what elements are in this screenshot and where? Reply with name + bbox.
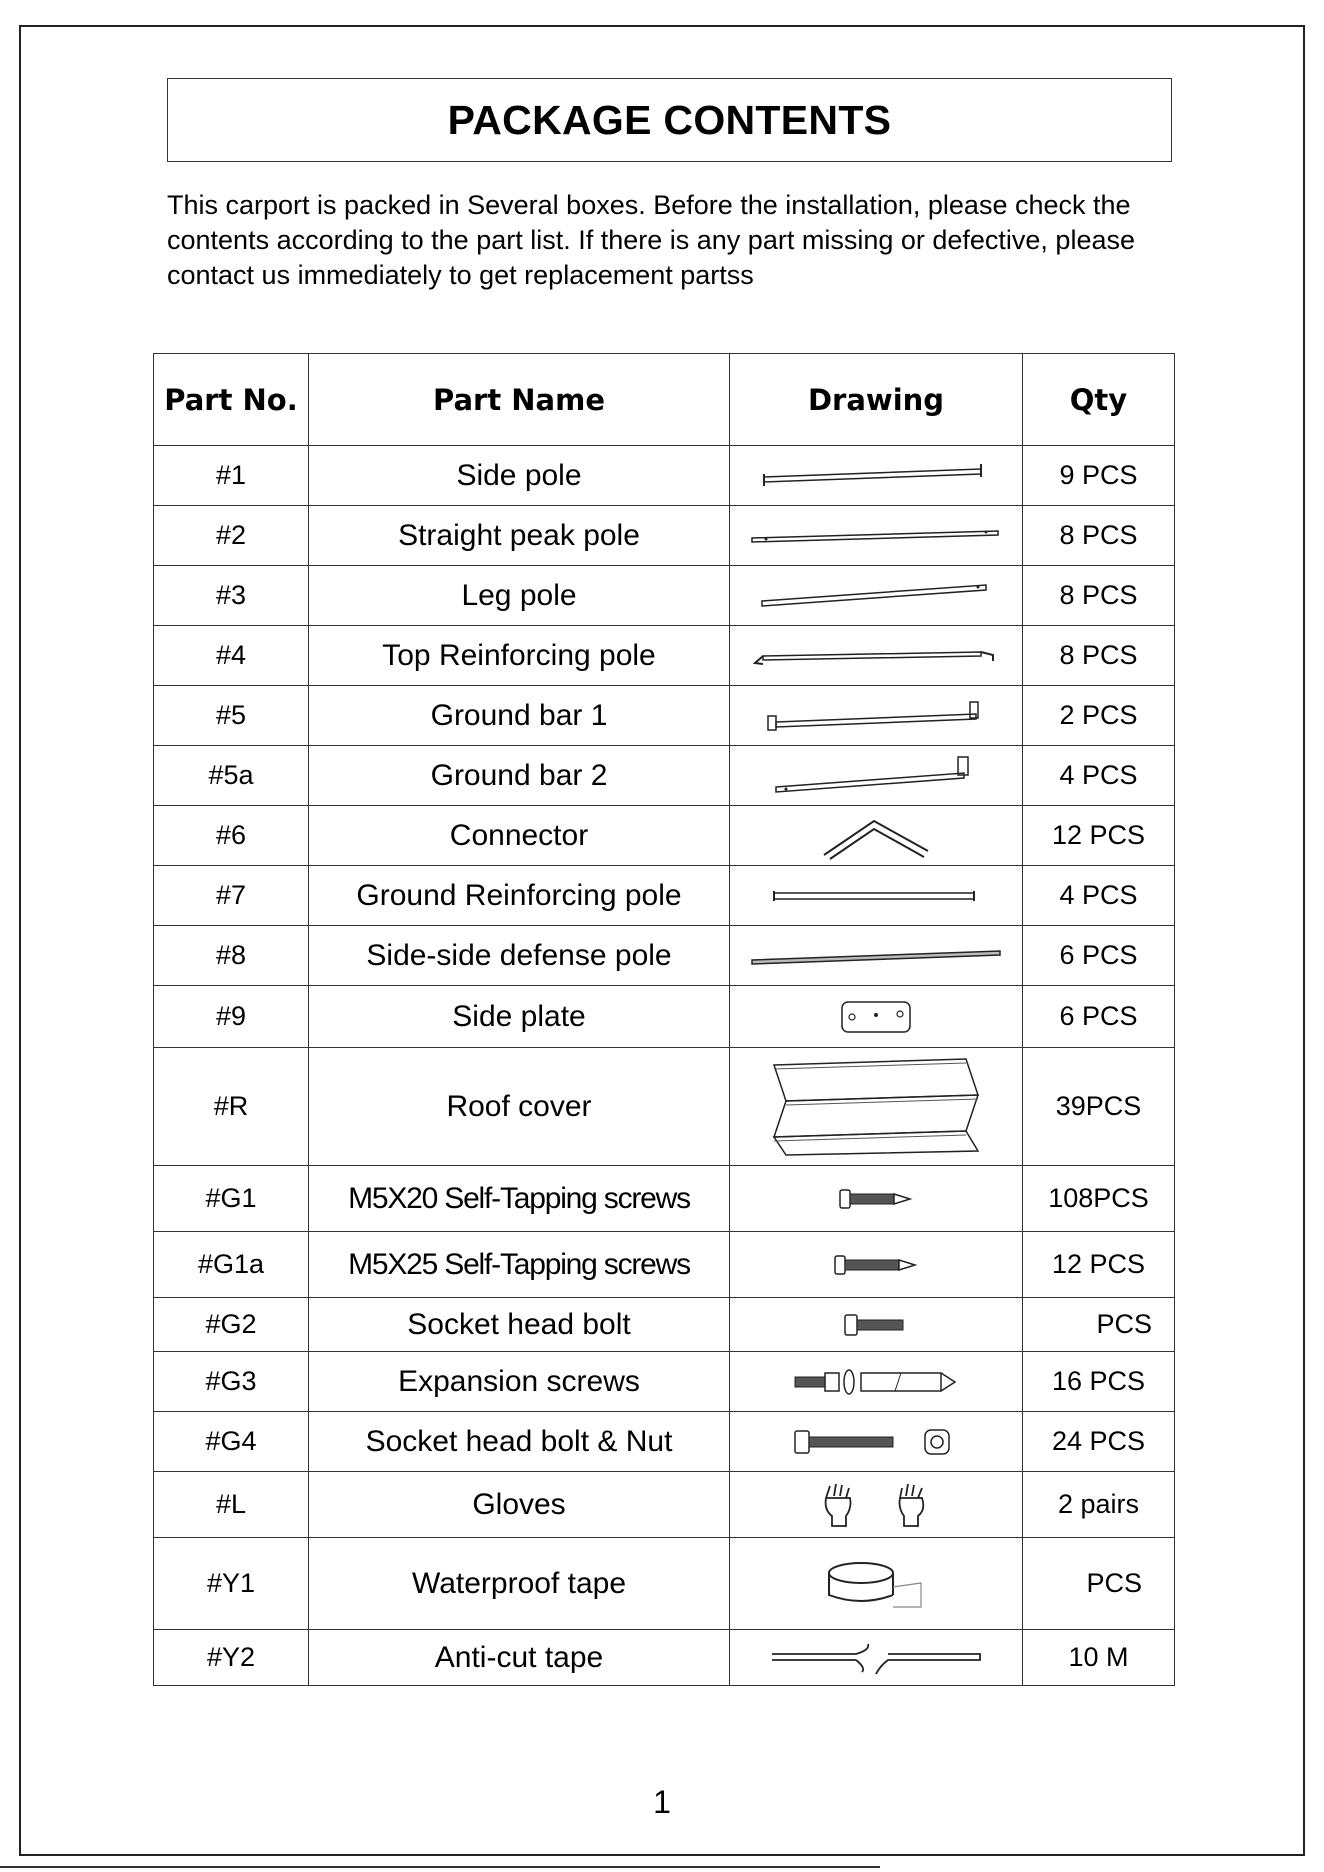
part-qty: 16 PCS bbox=[1023, 1352, 1175, 1412]
roof-cover-drawing bbox=[730, 1048, 1023, 1166]
part-name: Expansion screws bbox=[309, 1352, 730, 1412]
part-qty: 6 PCS bbox=[1023, 926, 1175, 986]
part-name: Waterproof tape bbox=[309, 1538, 730, 1630]
part-no: #9 bbox=[154, 986, 309, 1048]
table-row bbox=[154, 806, 1175, 866]
table-row bbox=[154, 1166, 1175, 1232]
part-no: #Y1 bbox=[154, 1538, 309, 1630]
part-no: #G1a bbox=[154, 1232, 309, 1298]
table-row bbox=[154, 1630, 1175, 1686]
part-no: #2 bbox=[154, 506, 309, 566]
part-qty: 4 PCS bbox=[1023, 866, 1175, 926]
part-name: Straight peak pole bbox=[309, 506, 730, 566]
table-header-row bbox=[154, 354, 1175, 446]
page-title: PACKAGE CONTENTS bbox=[447, 96, 892, 143]
gloves-drawing bbox=[730, 1472, 1023, 1538]
ground-bar-2-drawing bbox=[730, 746, 1023, 806]
part-no: #4 bbox=[154, 626, 309, 686]
self-tapping-screw-long-drawing bbox=[730, 1232, 1023, 1298]
part-qty: 8 PCS bbox=[1023, 626, 1175, 686]
expansion-screw-drawing bbox=[730, 1352, 1023, 1412]
page-number: 1 bbox=[653, 1784, 671, 1820]
table-row bbox=[154, 1298, 1175, 1352]
connector-drawing bbox=[730, 806, 1023, 866]
self-tapping-screw-drawing bbox=[730, 1166, 1023, 1232]
leg-pole-drawing bbox=[730, 566, 1023, 626]
part-name: Ground Reinforcing pole bbox=[309, 866, 730, 926]
anti-cut-tape-drawing bbox=[730, 1630, 1023, 1686]
part-no: #5a bbox=[154, 746, 309, 806]
side-defense-pole-drawing bbox=[730, 926, 1023, 986]
ground-reinforcing-pole-drawing bbox=[730, 866, 1023, 926]
part-name: Gloves bbox=[309, 1472, 730, 1538]
intro-paragraph: This carport is packed in Several boxes. Before the installation, please check the contents according to the part list. If there is any part missing or defective, please contact us immediately to get replacement partss bbox=[167, 190, 1135, 290]
part-qty: 2 pairs bbox=[1023, 1472, 1175, 1538]
part-qty: 10 M bbox=[1023, 1630, 1175, 1686]
ground-bar-1-drawing bbox=[730, 686, 1023, 746]
part-name: Anti-cut tape bbox=[309, 1630, 730, 1686]
part-name: Side pole bbox=[309, 446, 730, 506]
table-row bbox=[154, 1412, 1175, 1472]
straight-peak-pole-drawing bbox=[730, 506, 1023, 566]
part-qty: 108PCS bbox=[1023, 1166, 1175, 1232]
table-row bbox=[154, 686, 1175, 746]
table-row bbox=[154, 566, 1175, 626]
part-no: #G1 bbox=[154, 1166, 309, 1232]
part-no: #G2 bbox=[154, 1298, 309, 1352]
column-header-qty: Qty bbox=[1023, 354, 1175, 446]
side-pole-drawing bbox=[730, 446, 1023, 506]
part-no: #7 bbox=[154, 866, 309, 926]
bolt-and-nut-drawing bbox=[730, 1412, 1023, 1472]
part-qty: 4 PCS bbox=[1023, 746, 1175, 806]
part-no: #G3 bbox=[154, 1352, 309, 1412]
part-name: Leg pole bbox=[309, 566, 730, 626]
table-row bbox=[154, 1538, 1175, 1630]
part-name: Socket head bolt & Nut bbox=[309, 1412, 730, 1472]
part-no: #R bbox=[154, 1048, 309, 1166]
top-reinforcing-pole-drawing bbox=[730, 626, 1023, 686]
waterproof-tape-drawing bbox=[730, 1538, 1023, 1630]
part-no: #6 bbox=[154, 806, 309, 866]
part-name: M5X20 Self-Tapping screws bbox=[309, 1166, 730, 1232]
title-box bbox=[167, 78, 1172, 162]
part-no: #1 bbox=[154, 446, 309, 506]
part-qty: 8 PCS bbox=[1023, 506, 1175, 566]
column-header-drawing: Drawing bbox=[730, 354, 1023, 446]
part-qty: 12 PCS bbox=[1023, 806, 1175, 866]
part-qty: 12 PCS bbox=[1023, 1232, 1175, 1298]
part-name: Top Reinforcing pole bbox=[309, 626, 730, 686]
table-row bbox=[154, 866, 1175, 926]
table-row bbox=[154, 1472, 1175, 1538]
part-name: Socket head bolt bbox=[309, 1298, 730, 1352]
part-qty: PCS bbox=[1023, 1538, 1175, 1630]
part-no: #Y2 bbox=[154, 1630, 309, 1686]
column-header-part-name: Part Name bbox=[309, 354, 730, 446]
table-row bbox=[154, 1232, 1175, 1298]
part-qty: 8 PCS bbox=[1023, 566, 1175, 626]
part-name: Side plate bbox=[309, 986, 730, 1048]
part-name: Roof cover bbox=[309, 1048, 730, 1166]
part-qty: 2 PCS bbox=[1023, 686, 1175, 746]
part-no: #L bbox=[154, 1472, 309, 1538]
part-no: #G4 bbox=[154, 1412, 309, 1472]
column-header-part-no: Part No. bbox=[154, 354, 309, 446]
part-qty: 24 PCS bbox=[1023, 1412, 1175, 1472]
part-qty: PCS bbox=[1023, 1298, 1175, 1352]
part-no: #5 bbox=[154, 686, 309, 746]
part-name: Ground bar 2 bbox=[309, 746, 730, 806]
parts-table bbox=[153, 353, 1175, 1686]
part-no: #8 bbox=[154, 926, 309, 986]
part-qty: 39PCS bbox=[1023, 1048, 1175, 1166]
part-no: #3 bbox=[154, 566, 309, 626]
table-row bbox=[154, 926, 1175, 986]
table-row bbox=[154, 506, 1175, 566]
side-plate-drawing bbox=[730, 986, 1023, 1048]
table-row bbox=[154, 986, 1175, 1048]
bottom-rule bbox=[0, 1866, 880, 1868]
part-name: Connector bbox=[309, 806, 730, 866]
part-name: Ground bar 1 bbox=[309, 686, 730, 746]
table-row bbox=[154, 1352, 1175, 1412]
part-name: Side-side defense pole bbox=[309, 926, 730, 986]
table-row bbox=[154, 1048, 1175, 1166]
socket-head-bolt-drawing bbox=[730, 1298, 1023, 1352]
part-name: M5X25 Self-Tapping screws bbox=[309, 1232, 730, 1298]
table-row bbox=[154, 746, 1175, 806]
part-qty: 9 PCS bbox=[1023, 446, 1175, 506]
table-row bbox=[154, 626, 1175, 686]
part-qty: 6 PCS bbox=[1023, 986, 1175, 1048]
table-row bbox=[154, 446, 1175, 506]
